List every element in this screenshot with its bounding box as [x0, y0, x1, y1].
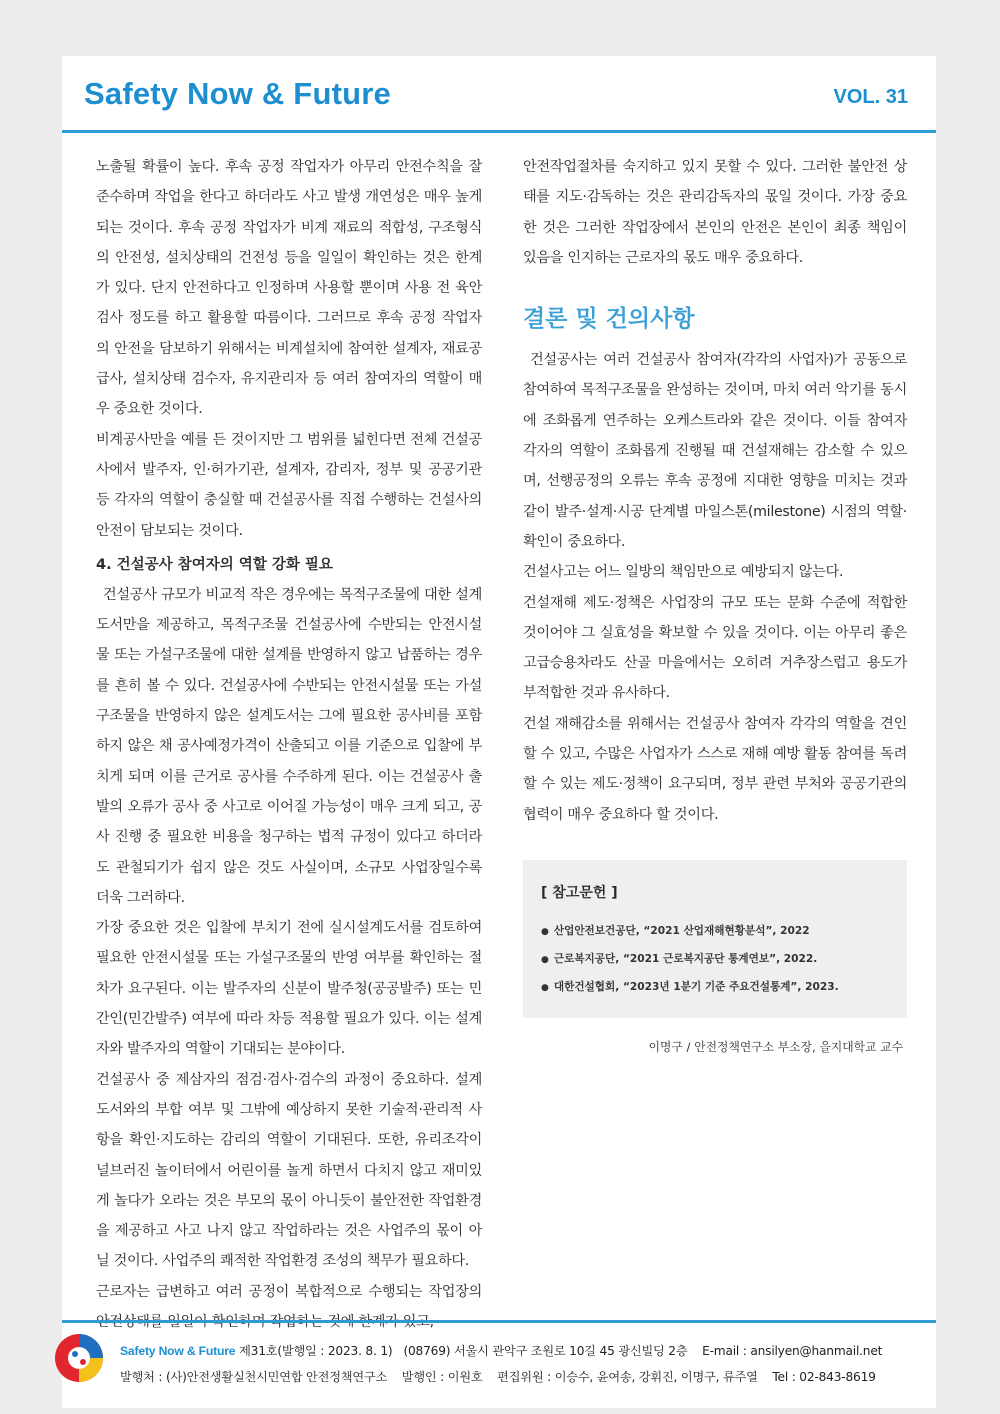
references-title: [ 참고문헌 ] — [541, 884, 618, 901]
bullet-icon: ● — [541, 926, 549, 937]
section-heading: 4. 건설공사 참여자의 역할 강화 필요 — [96, 556, 333, 573]
volume-number: VOL. 31 — [833, 86, 908, 108]
newsletter-page — [62, 56, 936, 1408]
author-credit: 이명구 / 안전정책연구소 부소장, 을지대학교 교수 — [648, 1039, 903, 1054]
magazine-title: Safety Now & Future — [84, 76, 391, 111]
left-column — [96, 152, 482, 1337]
references-box — [523, 860, 907, 1018]
footer-info-line: Safety Now & Future 제31호(발행일 : 2023. 8. 1) (08769) 서울시 관악구 조원로 10길 45 광신빌딩 2층 E-mail : ansilyen@hanmail.net — [120, 1344, 883, 1358]
body-paragraph: 노출될 확률이 높다. 후속 공정 작업자가 아무리 안전수칙을 잘 준수하며 작업을 한다고 하더라도 사고 발생 개연성은 매우 높게 되는 것이다. 후속 공정 작업자가 비계 재료의 적합성, 구조형식의 안전성, 설치상태의 건전성 등을 일일이 확인하는 것은 한계가 있다. 단지 안전하다고 인정하며 사용할 뿐이며 사용 전 육안검사 정도를 하고 활용할 따름이다. 그러므로 후속 공정 작업자의 안전을 담보하기 위해서는 비계설치에 참여한 설계자, 재료공급사, 설치상태 검수자, 유지관리자 등 여러 참여자의 역할이 매우 중요한 것이다. — [96, 159, 482, 418]
reference-item: ● 근로복지공단, “2021 근로복지공단 통계연보”, 2022. — [541, 952, 818, 965]
body-paragraph: 비계공사만을 예를 든 것이지만 그 범위를 넓힌다면 전체 건설공사에서 발주자, 인·허가기관, 설계자, 감리자, 정부 및 공공기관 등 각자의 역할이 충실할 때 건설공사를 직접 수행하는 건설사의 안전이 담보되는 것이다. — [96, 431, 482, 539]
conclusion-heading: 결론 및 건의사항 — [523, 306, 695, 333]
body-paragraph: 건설 재해감소를 위해서는 건설공사 참여자 각각의 역할을 견인할 수 있고, 수많은 사업자가 스스로 재해 예방 활동 참여를 독려할 수 있는 제도·정책이 요구되며, 정부 관련 부처와 공공기관의 협력이 매우 중요하다 할 것이다. — [523, 715, 907, 823]
body-paragraph: 건설공사 중 제삼자의 점검·검사·검수의 과정이 중요하다. 설계도서와의 부합 여부 및 그밖에 예상하지 못한 기술적·관리적 사항을 확인·지도하는 감리의 역할이 기대된다. 또한, 유리조각이 널브러진 놀이터에서 어린이를 놀게 하면서 다치지 않고 재미있게 놀다가 오라는 것은 부모의 몫이 아니듯이 불안전한 작업환경을 제공하고 사고 나지 않고 작업하라는 것은 사업주의 몫이 아닐 것이다. 사업주의 쾌적한 작업환경 조성의 책무가 필요하다. — [96, 1071, 482, 1270]
body-paragraph: 안전작업절차를 숙지하고 있지 못할 수 있다. 그러한 불안전 상태를 지도·감독하는 것은 관리감독자의 몫일 것이다. 가장 중요한 것은 그러한 작업장에서 본인의 안전은 본인이 최종 책임이 있음을 인지하는 근로자의 몫도 매우 중요하다. — [523, 159, 907, 266]
reference-item: ● 대한건설협회, “2023년 1분기 기준 주요건설통계”, 2023. — [541, 980, 839, 993]
right-column — [523, 152, 907, 1055]
body-paragraph: 건설공사는 여러 건설공사 참여자(각각의 사업자)가 공동으로 참여하여 목적구조물을 완성하는 것이며, 마치 여러 악기를 동시에 조화롭게 연주하는 오케스트라와 같은 것이다. 이들 참여자 각자의 역할이 조화롭게 진행될 때 건설재해는 감소할 수 있으며, 선행공정의 오류는 후속 공정에 지대한 영향을 미치는 것과 같이 발주·설계·시공 단계별 마일스톤(milestone) 시점의 역할·확인이 중요하다. — [523, 352, 907, 550]
bullet-icon: ● — [541, 982, 549, 993]
page-header — [62, 56, 936, 133]
references-list — [541, 918, 889, 1002]
body-paragraph: 건설공사 규모가 비교적 작은 경우에는 목적구조물에 대한 설계도서만을 제공하고, 목적구조물 건설공사에 수반되는 안전시설물 또는 가설구조물에 대한 설계를 반영하지 않고 납품하는 경우를 흔히 볼 수 있다. 건설공사에 수반되는 안전시설물 또는 가설구조물을 반영하지 않은 설계도서는 그에 필요한 공사비를 포함하지 않은 채 공사예정가격이 산출되고 이를 기준으로 입찰에 부치게 되며 이를 근거로 공사를 수주하게 된다. 이는 건설공사 출발의 오류가 공사 중 사고로 이어질 가능성이 매우 크게 되고, 공사 진행 중 필요한 비용을 청구하는 법적 규정이 있다고 하더라도 관철되기가 쉽지 않은 것도 사실이며, 소규모 사업장일수록 더욱 그러하다. — [96, 586, 482, 906]
body-paragraph: 건설사고는 어느 일방의 책임만으로 예방되지 않는다. — [523, 564, 844, 581]
bullet-icon: ● — [541, 954, 549, 965]
publisher-logo-icon — [54, 1333, 104, 1383]
body-paragraph: 근로자는 급변하고 여러 공정이 복합적으로 수행되는 작업장의 안전상태를 일일이 확인하며 작업하는 것에 한계가 있고, — [96, 1283, 482, 1330]
footer-publisher-line: 발행처 : (사)안전생활실천시민연합 안전정책연구소 발행인 : 이원호 편집위원 : 이승수, 윤여송, 강휘진, 이명구, 류주열 Tel : 02-843-8619 — [120, 1370, 876, 1384]
footer-brand: Safety Now & Future — [120, 1344, 236, 1358]
body-paragraph: 건설재해 제도·정책은 사업장의 규모 또는 문화 수준에 적합한 것이어야 그 실효성을 확보할 수 있을 것이다. 이는 아무리 좋은 고급승용차라도 산골 마을에서는 오히려 거추장스럽고 용도가 부적합한 것과 유사하다. — [523, 594, 907, 702]
page-footer — [62, 1320, 936, 1413]
reference-item: ● 산업안전보건공단, “2021 산업재해현황분석”, 2022 — [541, 924, 810, 937]
body-paragraph: 가장 중요한 것은 입찰에 부치기 전에 실시설계도서를 검토하여 필요한 안전시설물 또는 가설구조물의 반영 여부를 확인하는 절차가 요구된다. 이는 발주자의 신분이 발주청(공공발주) 또는 민간인(민간발주) 여부에 따라 차등 적용할 필요가 있다. 이는 설계자와 발주자의 역할이 기대되는 분야이다. — [96, 920, 482, 1058]
